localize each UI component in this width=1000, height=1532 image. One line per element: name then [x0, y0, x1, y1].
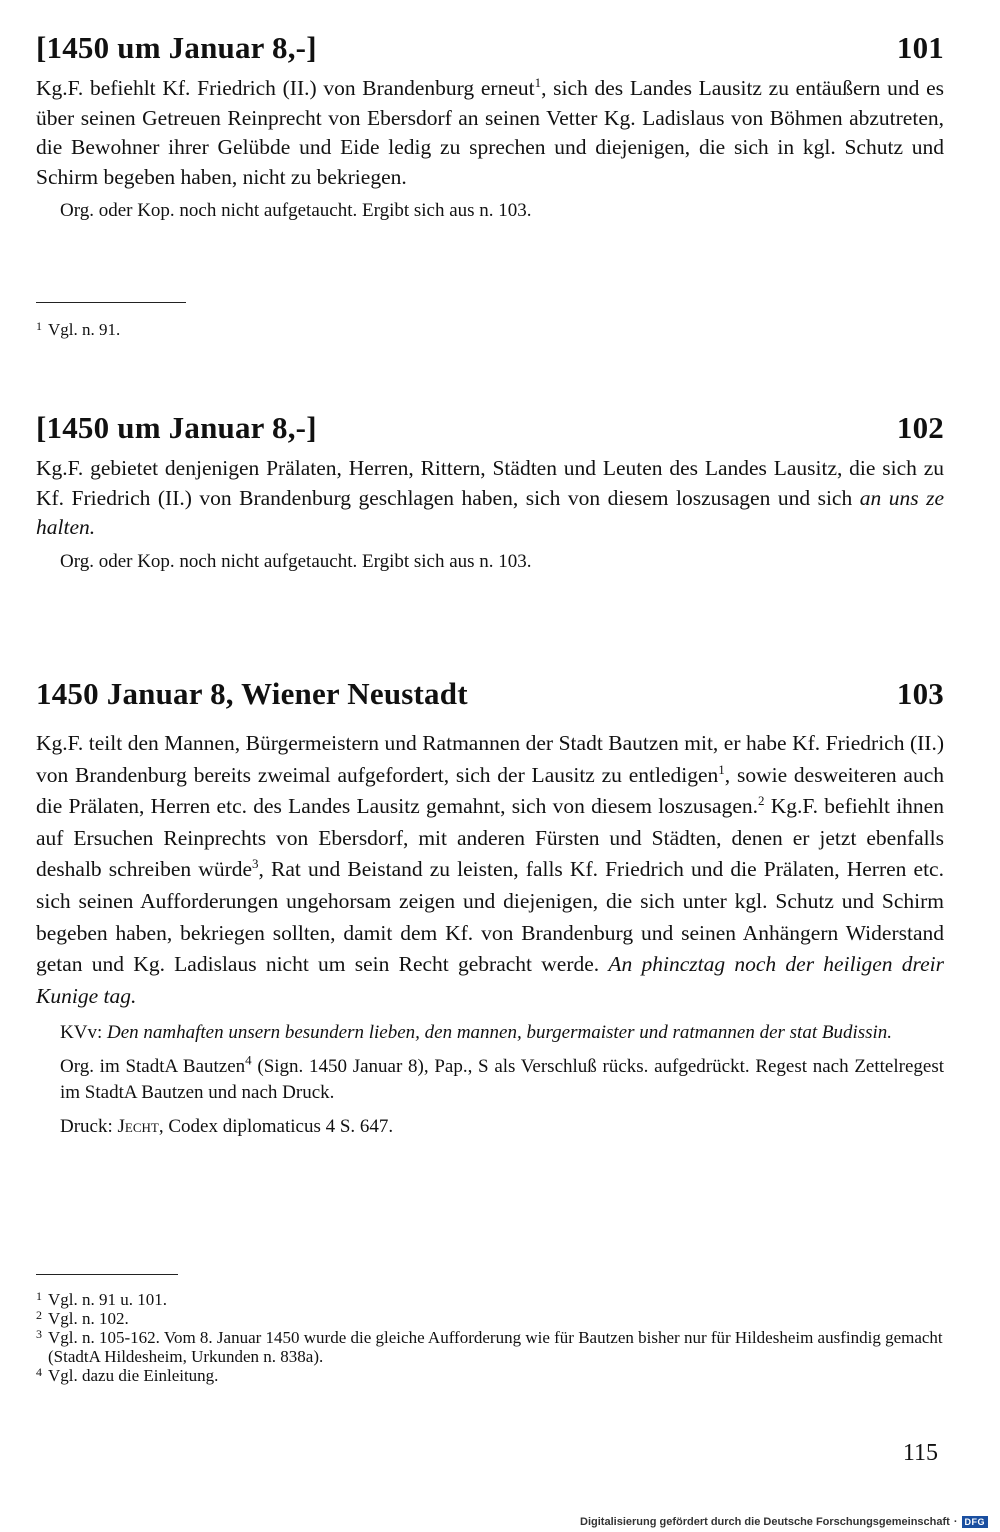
footnote-ref: 3 [252, 856, 259, 872]
footnote-mark: 3 [36, 1327, 42, 1341]
quoted-text: an uns ze halten. [36, 485, 944, 539]
page-number: 115 [902, 1440, 938, 1466]
footnote-text: Vgl. n. 91 u. 101. [48, 1290, 167, 1309]
footnote-text: Vgl. n. 91. [48, 320, 121, 339]
dfg-logo-icon: DFG [962, 1516, 989, 1528]
footnote-rule [36, 1274, 178, 1275]
entry-date: [1450 um Januar 8,-] [36, 30, 317, 65]
druck-label: Druck: [60, 1116, 118, 1138]
source-note: Org. oder Kop. noch nicht aufgetaucht. Ergibt sich aus n. 103. [60, 550, 532, 572]
entry-102 [36, 410, 948, 575]
summary-text: , sowie desweiteren auch die Prälaten, Herren etc. des Landes Lausitz gemahnt, sich von diesem loszusagen. [36, 762, 944, 819]
entry-summary [36, 454, 948, 543]
druck-author: Jecht [117, 1116, 159, 1138]
source-text: (Sign. 1450 Januar 8), Pap., S als Verschluß rücks. aufgedrückt. Regest nach Zettelregest im StadtA Bautzen und nach Druck. [60, 1056, 944, 1104]
entry-number: 101 [896, 30, 944, 65]
footnote-ref: 2 [758, 793, 765, 809]
summary-text: , Rat und Beistand zu leisten, falls Kf. Friedrich und die Prälaten, Herren etc. sich seinen Aufforderungen ungehorsam zeigen und diejenigen, die sich unter kgl. Schutz und Schirm begeben haben, bekriegen sollten, damit dem Kf. von Brandenburg und seinen Anhängern Widerstand getan und Kg. Ladislaus nicht um sein Recht gebracht werde. [36, 857, 944, 977]
footnote-text: Vgl. n. 105-162. Vom 8. Januar 1450 wurde die gleiche Aufforderung wie für Bautzen bisher nur für Hildesheim ausfindig gemacht (StadtA Hildesheim, Urkunden n. 838a). [48, 1328, 943, 1366]
footnote-text: Vgl. n. 102. [48, 1309, 129, 1328]
summary-text: Kg.F. teilt den Mannen, Bürgermeistern und Ratmannen der Stadt Bautzen mit, er habe Kf. Friedrich (II.) von Brandenburg bereits zweimal aufgefordert, sich der Lausitz zu entledigen [36, 731, 944, 787]
summary-text: Kg.F. befiehlt ihnen auf Ersuchen Reinprechts von Ebersdorf, mit anderen Fürsten und Städten, denen er jetzt ebenfalls deshalb schreiben würde [36, 794, 944, 882]
footnote [36, 320, 948, 339]
entry-101 [36, 30, 948, 224]
footnote [36, 1328, 948, 1366]
footer-text: Digitalisierung gefördert durch die Deutsche Forschungsgemeinschaft [580, 1516, 950, 1528]
footnote-ref: 4 [245, 1053, 252, 1069]
footnote-rule [36, 302, 186, 303]
kvv-note [36, 1020, 948, 1046]
entry-heading [36, 30, 948, 66]
source-note: Org. oder Kop. noch nicht aufgetaucht. Ergibt sich aus n. 103. [60, 200, 532, 221]
footnote-text: Vgl. dazu die Einleitung. [48, 1366, 219, 1385]
footnote [36, 1366, 948, 1385]
entry-103 [36, 676, 948, 1140]
entry-summary [36, 74, 948, 192]
footnote-ref: 1 [718, 761, 725, 777]
druck-note [36, 1114, 948, 1140]
entry-number: 102 [896, 410, 944, 445]
entry-heading [36, 676, 948, 712]
footnote-mark: 4 [36, 1365, 42, 1379]
entry-date: 1450 Januar 8, Wiener Neustadt [36, 676, 468, 711]
source-text: Org. im StadtA Bautzen [60, 1056, 246, 1078]
footnote-ref: 1 [534, 74, 542, 90]
summary-text: Kg.F. befiehlt Kf. Friedrich (II.) von Brandenburg erneut [36, 76, 535, 100]
footnotes-103 [36, 1290, 948, 1385]
druck-text: , Codex diplomaticus 4 S. 647. [158, 1116, 394, 1138]
kvv-label: KVv: [60, 1022, 107, 1044]
footnote [36, 1290, 948, 1309]
summary-text: Kg.F. gebietet denjenigen Prälaten, Herren, Rittern, Städten und Leuten des Landes Lausitz, die sich zu Kf. Friedrich (II.) von Brandenburg geschlagen haben, sich von diesem loszusagen und sich [36, 456, 944, 510]
kvv-text: Den namhaften unsern besundern lieben, den mannen, burgermaister und ratmannen der stat Budissin. [106, 1022, 893, 1044]
entry-summary [36, 728, 948, 1012]
dfg-footer: Digitalisierung gefördert durch die Deutsche Forschungsgemeinschaft · DFG [580, 1516, 988, 1528]
footnotes-101 [36, 320, 948, 339]
entry-heading [36, 410, 948, 446]
footnote [36, 1309, 948, 1328]
summary-text: , sich des Landes Lausitz zu entäußern und es über seinen Getreuen Reinprecht von Ebersdorf an seinen Vetter Kg. Ladislaus von Böhmen abzutreten, die Bewohner ihrer Gelübde und Eide ledig zu sprechen und diejenigen, die sich in kgl. Schutz und Schirm begeben haben, nicht zu bekriegen. [36, 76, 945, 189]
entry-date: [1450 um Januar 8,-] [36, 410, 317, 445]
source-note [36, 1054, 948, 1106]
quoted-text: An phincztag noch der heiligen dreir Kunige tag. [36, 952, 944, 1008]
footnote-mark: 1 [36, 1289, 42, 1303]
footnote-mark: 1 [36, 319, 42, 333]
entry-number: 103 [896, 676, 944, 711]
footnote-mark: 2 [36, 1308, 42, 1322]
